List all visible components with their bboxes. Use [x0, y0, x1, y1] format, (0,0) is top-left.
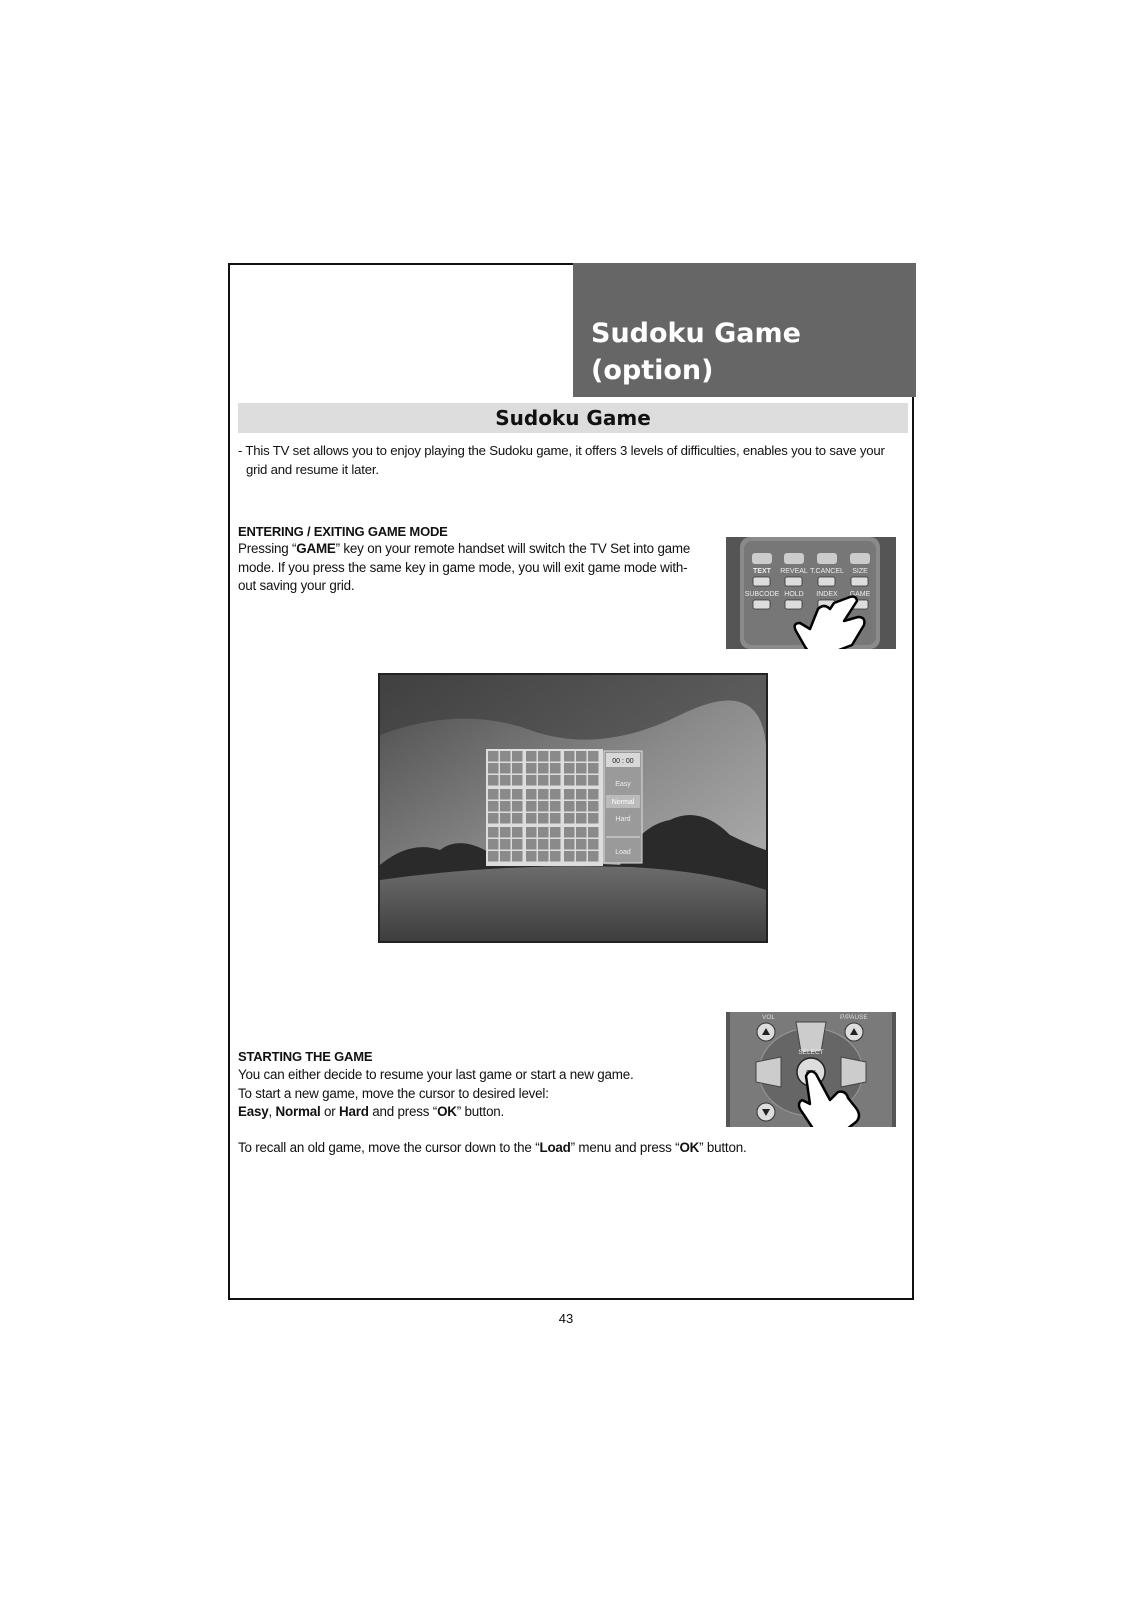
hold-key-label: HOLD: [784, 591, 804, 598]
sudoku-cell: [550, 839, 561, 850]
sudoku-screen-image: [380, 675, 766, 941]
sudoku-cell: [550, 789, 561, 800]
sudoku-cell: [538, 851, 549, 862]
sudoku-cell: [526, 763, 537, 774]
sudoku-cell: [500, 801, 511, 812]
sudoku-cell: [588, 813, 599, 824]
menu-normal: Normal: [611, 799, 635, 806]
menu-hard: Hard: [615, 816, 631, 823]
sudoku-cell: [588, 751, 599, 762]
sudoku-cell: [564, 839, 575, 850]
sudoku-cell: [488, 775, 499, 786]
text-key-label: TEXT: [753, 568, 771, 575]
recall-text: To recall an old game, move the cursor down to the “Load” menu and press “OK” button.: [238, 1140, 747, 1155]
sudoku-cell: [588, 801, 599, 812]
sudoku-grid: [486, 749, 603, 866]
menu-easy: Easy: [615, 781, 631, 788]
vol-label: VOL: [762, 1014, 776, 1021]
sudoku-cell: [550, 775, 561, 786]
sudoku-cell: [576, 801, 587, 812]
sudoku-cell: [550, 801, 561, 812]
sudoku-cell: [538, 801, 549, 812]
remote-navigation-image: [726, 1012, 896, 1127]
sudoku-cell: [500, 827, 511, 838]
tv-screen: [378, 673, 768, 943]
sudoku-cell: [576, 763, 587, 774]
sudoku-cell: [588, 851, 599, 862]
sudoku-cell: [576, 827, 587, 838]
sudoku-cell: [526, 751, 537, 762]
sudoku-cell: [512, 813, 523, 824]
sudoku-cell: [500, 813, 511, 824]
sudoku-cell: [512, 827, 523, 838]
starting-text: You can either decide to resume your last game or start a new game. To start a new game, move the cursor to desired level: Easy, Normal or Hard and press “OK” button.: [238, 1067, 634, 1119]
sudoku-cell: [512, 789, 523, 800]
remote-teletext-image: [726, 537, 896, 649]
sudoku-cell: [550, 763, 561, 774]
sudoku-cell: [526, 789, 537, 800]
sudoku-cell: [576, 751, 587, 762]
starting-heading: STARTING THE GAME: [238, 1049, 373, 1064]
sudoku-cell: [488, 801, 499, 812]
sudoku-cell: [488, 751, 499, 762]
section-title: Sudoku Game: [238, 403, 908, 433]
sudoku-cell: [564, 851, 575, 862]
sudoku-cell: [526, 827, 537, 838]
size-key-label: SIZE: [852, 568, 868, 575]
subcode-key-label: SUBCODE: [744, 591, 780, 598]
sudoku-cell: [564, 801, 575, 812]
sudoku-cell: [512, 851, 523, 862]
sudoku-cell: [512, 763, 523, 774]
sudoku-cell: [564, 789, 575, 800]
sudoku-cell: [512, 751, 523, 762]
reveal-key-label: REVEAL: [780, 568, 808, 575]
sudoku-cell: [538, 789, 549, 800]
tcancel-key-label: T.CANCEL: [810, 568, 844, 575]
sudoku-cell: [588, 789, 599, 800]
sudoku-cell: [588, 775, 599, 786]
sudoku-cell: [526, 813, 537, 824]
header-box: [573, 263, 916, 397]
sudoku-cell: [500, 789, 511, 800]
game-timer: 00 : 00: [612, 758, 634, 765]
sudoku-cell: [576, 851, 587, 862]
sudoku-cell: [564, 751, 575, 762]
sudoku-cell: [550, 751, 561, 762]
sudoku-cell: [564, 813, 575, 824]
sudoku-cell: [588, 827, 599, 838]
sudoku-cell: [488, 813, 499, 824]
sudoku-cell: [550, 827, 561, 838]
sudoku-cell: [564, 827, 575, 838]
sudoku-cell: [500, 751, 511, 762]
sudoku-cell: [500, 763, 511, 774]
sudoku-cell: [526, 839, 537, 850]
sudoku-cell: [550, 813, 561, 824]
sudoku-cell: [500, 775, 511, 786]
sudoku-cell: [538, 751, 549, 762]
sudoku-cell: [500, 851, 511, 862]
sudoku-cell: [588, 839, 599, 850]
index-key-label: INDEX: [816, 591, 838, 598]
sudoku-cell: [564, 775, 575, 786]
game-key-label: GAME: [849, 591, 871, 598]
sudoku-cell: [538, 839, 549, 850]
sudoku-cell: [564, 763, 575, 774]
sudoku-cell: [512, 801, 523, 812]
page-number: 43: [558, 1311, 574, 1326]
sudoku-cell: [550, 851, 561, 862]
entering-heading: ENTERING / EXITING GAME MODE: [238, 524, 448, 539]
sudoku-cell: [526, 801, 537, 812]
sudoku-cell: [488, 839, 499, 850]
sudoku-cell: [488, 763, 499, 774]
sudoku-cell: [576, 775, 587, 786]
sudoku-cell: [512, 775, 523, 786]
sudoku-cell: [588, 763, 599, 774]
intro-text: - This TV set allows you to enjoy playing the Sudoku game, it offers 3 levels of difficulties, enables you to save your grid and resume it later.: [238, 443, 885, 477]
sudoku-cell: [488, 827, 499, 838]
sudoku-cell: [526, 775, 537, 786]
page-title: Sudoku Game (option): [591, 318, 801, 386]
ppause-label: P/PAUSE: [840, 1014, 868, 1021]
sudoku-cell: [488, 851, 499, 862]
sudoku-cell: [538, 775, 549, 786]
sudoku-cell: [538, 763, 549, 774]
select-label: SELECT: [798, 1049, 824, 1056]
sudoku-cell: [576, 789, 587, 800]
sudoku-cell: [576, 839, 587, 850]
sudoku-cell: [576, 813, 587, 824]
sudoku-cell: [538, 813, 549, 824]
sudoku-cell: [538, 827, 549, 838]
sudoku-cell: [526, 851, 537, 862]
entering-text: Pressing “GAME” key on your remote handset will switch the TV Set into game mode. If you press the same key in game mode, you will exit game mode with- out saving your grid.: [238, 541, 691, 593]
menu-load: Load: [615, 849, 631, 856]
sudoku-cell: [488, 789, 499, 800]
sudoku-cell: [512, 839, 523, 850]
sudoku-cell: [500, 839, 511, 850]
